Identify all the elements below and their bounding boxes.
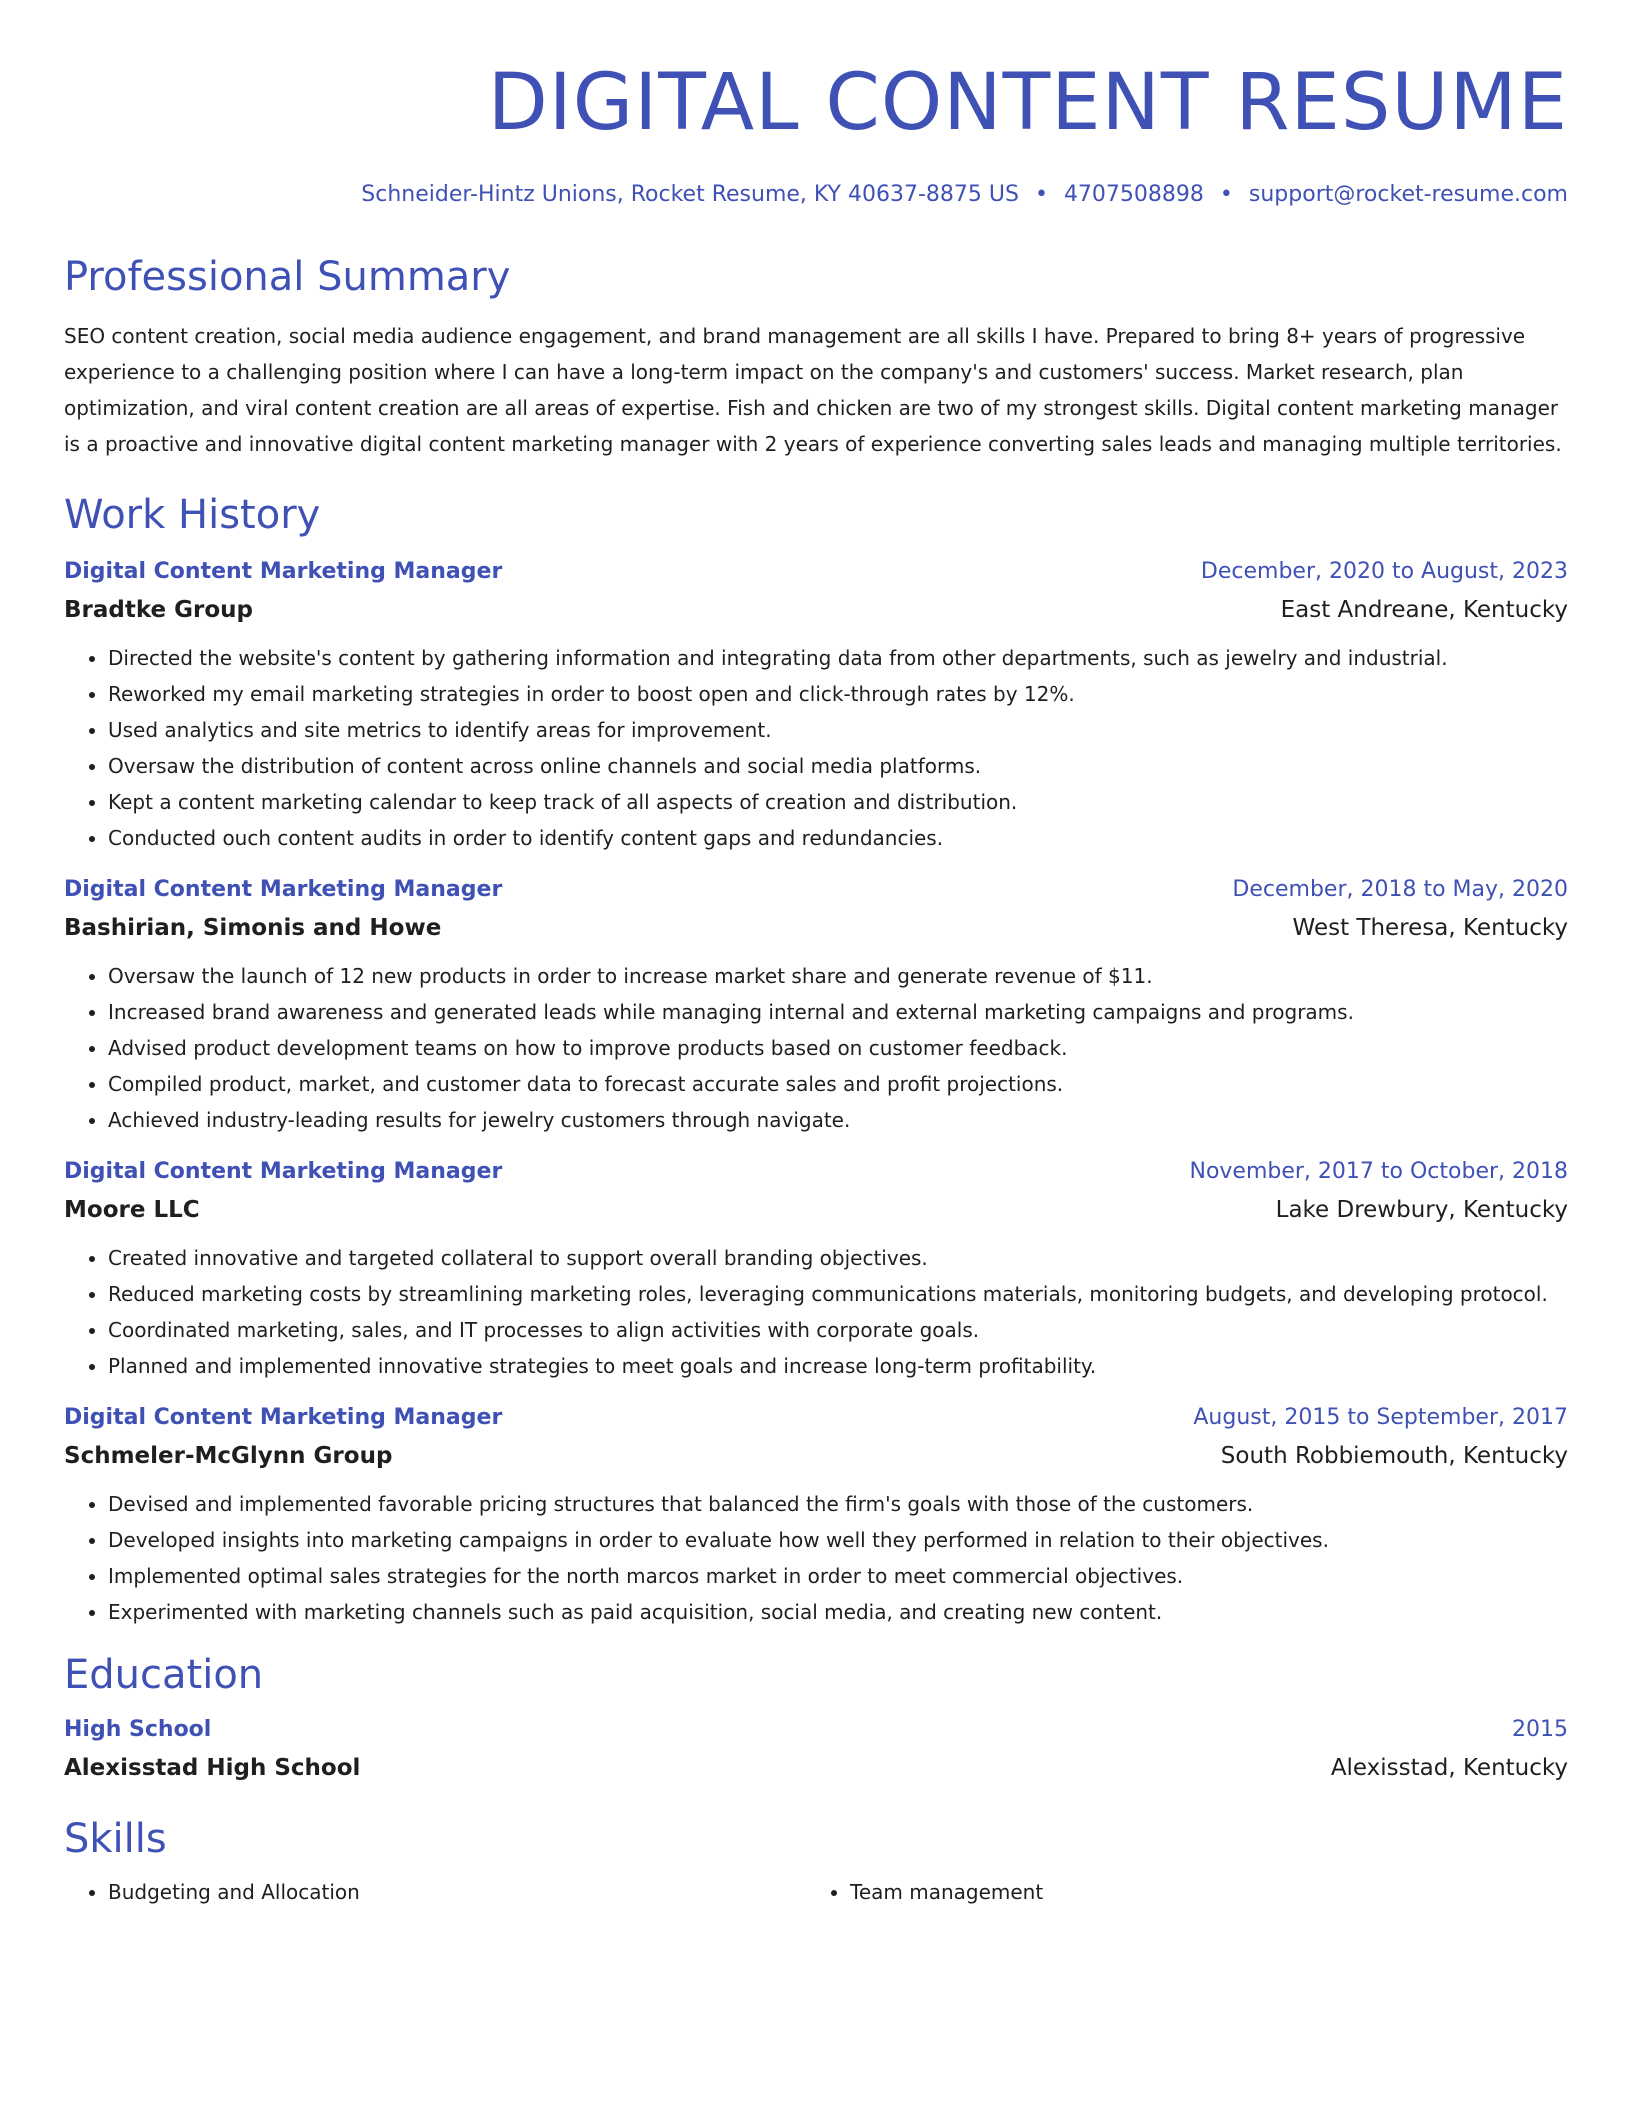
job-role: Digital Content Marketing Manager [64, 1159, 503, 1184]
job-bullet: • Planned and implemented innovative strategies to meet goals and increase long-term profitability. [108, 1348, 1568, 1384]
job-bullet: • Oversaw the launch of 12 new products in order to increase market share and generate revenue of $11. [108, 958, 1568, 994]
job-bullet: • Implemented optimal sales strategies for the north marcos market in order to meet commercial objectives. [108, 1558, 1568, 1594]
job-role: Digital Content Marketing Manager [64, 1405, 503, 1430]
section-title-work-history: Work History [64, 492, 321, 538]
job-role: Digital Content Marketing Manager [64, 559, 503, 584]
skill-item: • Team management [850, 1874, 1548, 1910]
job-bullet: • Reworked my email marketing strategies in order to boost open and click-through rates by 12%. [108, 676, 1568, 712]
job-bullet: • Experimented with marketing channels such as paid acquisition, social media, and creating new content. [108, 1594, 1568, 1630]
job-bullet: • Developed insights into marketing campaigns in order to evaluate how well they performed in relation to their objectives. [108, 1522, 1568, 1558]
education-entry [64, 1712, 1568, 1788]
job-dates: December, 2020 to August, 2023 [1200, 559, 1568, 584]
job-location: East Andreane, Kentucky [1280, 597, 1568, 623]
job-bullet: • Increased brand awareness and generated leads while managing internal and external marketing campaigns and programs. [108, 994, 1568, 1030]
job-company: Bradtke Group [64, 597, 253, 623]
job-bullet: • Coordinated marketing, sales, and IT processes to align activities with corporate goals. [108, 1312, 1568, 1348]
job-location: West Theresa, Kentucky [1292, 915, 1568, 941]
skills-column-right [806, 1874, 1548, 1910]
skills-column-left [64, 1874, 806, 1910]
job-bullet: • Devised and implemented favorable pricing structures that balanced the firm's goals with those of the customers. [108, 1486, 1568, 1522]
resume-page [64, 0, 1568, 1910]
skills-list [64, 1874, 1568, 1910]
job-company: Bashirian, Simonis and Howe [64, 915, 442, 941]
job-location: South Robbiemouth, Kentucky [1220, 1443, 1568, 1469]
contact-email: support@rocket-resume.com [1248, 182, 1568, 207]
education-location: Alexisstad, Kentucky [1330, 1755, 1568, 1781]
job-bullet: • Created innovative and targeted collateral to support overall branding objectives. [108, 1240, 1568, 1276]
section-title-summary: Professional Summary [64, 254, 511, 300]
job-bullet: • Oversaw the distribution of content across online channels and social media platforms. [108, 748, 1568, 784]
job-location: Lake Drewbury, Kentucky [1275, 1197, 1568, 1223]
job-company: Schmeler-McGlynn Group [64, 1443, 393, 1469]
job-bullet: • Kept a content marketing calendar to keep track of all aspects of creation and distribution. [108, 784, 1568, 820]
job-company: Moore LLC [64, 1197, 200, 1223]
education-year: 2015 [1512, 1717, 1568, 1742]
job-bullets [64, 958, 1568, 1138]
contact-address: Schneider-Hintz Unions, Rocket Resume, KY 40637-8875 US [361, 182, 1019, 207]
contact-separator: • [1034, 182, 1048, 207]
job-bullet: • Used analytics and site metrics to identify areas for improvement. [108, 712, 1568, 748]
job-bullets [64, 1240, 1568, 1384]
job-entry [64, 554, 1568, 856]
job-bullet: • Directed the website's content by gathering information and integrating data from other departments, such as jewelry and industrial. [108, 640, 1568, 676]
contact-phone: 4707508898 [1063, 182, 1204, 207]
section-title-education: Education [64, 1652, 264, 1698]
job-dates: December, 2018 to May, 2020 [1232, 877, 1568, 902]
job-bullet: • Advised product development teams on how to improve products based on customer feedback. [108, 1030, 1568, 1066]
job-bullet: • Reduced marketing costs by streamlining marketing roles, leveraging communications materials, monitoring budgets, and developing protocol. [108, 1276, 1568, 1312]
education-degree: High School [64, 1717, 212, 1742]
summary-text: SEO content creation, social media audience engagement, and brand management are all skills I have. Prepared to bring 8+ years of progressive experience to a challenging position where I can have a long-term impact on the company's and customers' success. Market research, plan optimization, and viral content creation are all areas of expertise. Fish and chicken are two of my strongest skills. Digital content marketing manager is a proactive and innovative digital content marketing manager with 2 years of experience converting sales leads and managing multiple territories. [64, 324, 1562, 456]
job-entry [64, 1154, 1568, 1384]
job-bullets [64, 1486, 1568, 1630]
section-title-skills: Skills [64, 1816, 167, 1862]
job-bullet: • Conducted ouch content audits in order to identify content gaps and redundancies. [108, 820, 1568, 856]
job-dates: August, 2015 to September, 2017 [1193, 1405, 1568, 1430]
skill-item: • Budgeting and Allocation [108, 1874, 806, 1910]
resume-title: DIGITAL CONTENT RESUME [487, 58, 1568, 148]
contact-line [64, 180, 1568, 210]
education-school: Alexisstad High School [64, 1755, 361, 1781]
job-bullet: • Compiled product, market, and customer data to forecast accurate sales and profit projections. [108, 1066, 1568, 1102]
job-dates: November, 2017 to October, 2018 [1189, 1159, 1568, 1184]
job-role: Digital Content Marketing Manager [64, 877, 503, 902]
job-entry [64, 1400, 1568, 1630]
job-bullets [64, 640, 1568, 856]
job-entry [64, 872, 1568, 1138]
contact-separator: • [1219, 182, 1233, 207]
job-bullet: • Achieved industry-leading results for jewelry customers through navigate. [108, 1102, 1568, 1138]
